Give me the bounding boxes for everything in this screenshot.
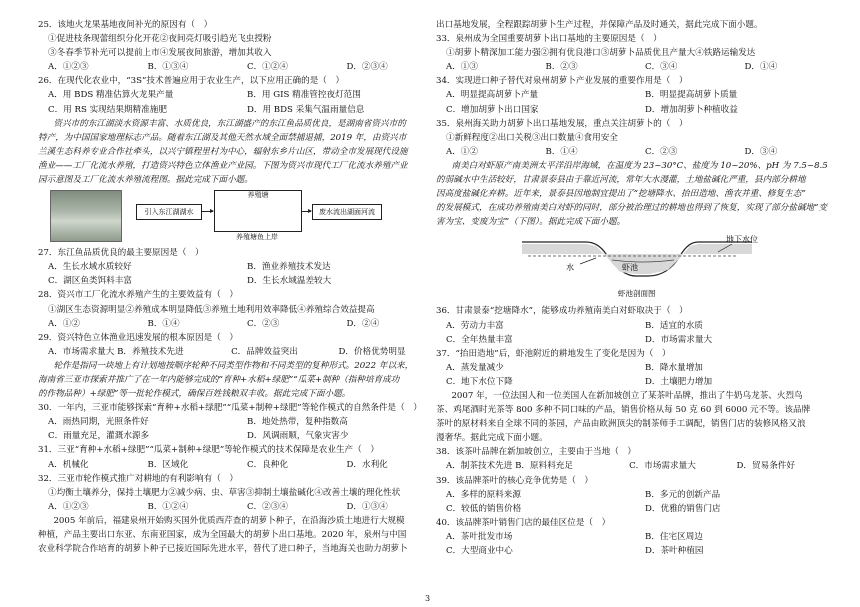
q31-option-c[interactable]: C．良种化 [247,459,288,470]
q37-option-d[interactable]: D．土壤肥力增加 [645,376,713,387]
label-water-table: 地下水位 [726,235,758,245]
q26-option-a[interactable]: A．用 BDS 精准估算火龙果产量 [48,90,174,101]
q28-stem: 28．资兴市工厂化流水养殖产生的主要效益有（ ） [38,290,238,301]
passage-sanya-2: 海南省三亚市探索并推广了在一年内能够完成的“育种+水稻+绿肥”“瓜菜+制种（指种培育成功 [38,374,400,385]
q25-option-a[interactable]: A．①②③ [48,62,89,73]
q28-options [38,317,436,331]
q37-options-row2 [436,375,834,389]
q25-option-b[interactable]: B．①③④ [147,62,189,73]
q31-option-b[interactable]: B．区域化 [147,459,189,470]
q28-option-d[interactable]: D．②④ [346,318,380,329]
q35-option-c[interactable]: C．②③ [645,146,678,157]
q39-option-c[interactable]: C．较低的销售价格 [446,503,522,514]
q39-option-a[interactable]: A．多样的原料来源 [446,489,521,500]
q27-options-row1 [38,260,436,274]
passage-carrot-4: 出口基地发展，全程跟踪胡萝卜生产过程，并保障产品及时通关，据此完成下面小题。 [436,20,763,30]
q30-option-c[interactable]: C．雨量充足，灌溉水源多 [48,431,150,442]
q27-option-b[interactable]: B．渔业养殖技术发达 [247,262,331,273]
passage-carrot-2: 种植，产品主要出口东亚、东南亚国家，成为全国最大的胡萝卜出口基地。2020 年，泉州与中国 [38,530,407,540]
q32-stem: 32．三亚市轮作模式推广对耕地的有利影响有（ ） [38,473,238,484]
left-column [38,18,436,556]
q38-option-ab[interactable]: A．制茶技术先进 B．原料料充足 [446,461,573,472]
q26-option-b[interactable]: B．用 GIS 精准管控夜灯范围 [247,90,361,101]
q34-options-row1 [436,88,834,102]
shrimp-pond-diagram [436,230,834,302]
figure-caption: 虾池剖面图 [618,289,656,299]
q36-stem: 36．甘肃景泰“挖塘降水”，能够成功养殖南美白对虾取决于（ ） [436,306,688,317]
q38-option-c[interactable]: C．市场需求量大 [629,461,696,472]
q25-options [38,60,436,74]
q25-option-d[interactable]: D．②③④ [346,62,388,73]
passage-sanya-1: 轮作是指同一块地上有计划地按顺序轮种不同类型作物和不同类型的复种形式。2022 年以来， [53,360,414,371]
passage-shrimp-2: 的弱碱水中生活较好，甘肃景泰县由于靠近河流，常年大水漫灌，土地盐碱化严重，县内部分耕地 [436,175,806,186]
q38-option-d[interactable]: D．贸易条件好 [736,461,795,472]
q28-line: ①湖区生态资源明显②养殖成本明显降低③养殖土地利用效率降低④养殖综合效益提高 [48,304,375,315]
passage-shrimp-3: 因高度盐碱化弃耕。近年来，景泰县因地制宜提出了“挖塘降水、抬田造地、渔农并重、修复生态” [436,189,806,200]
passage-dongjiang-4: 渔业——工厂化流水养殖，打造资兴特色立体渔业产业园。下图为资兴市现代工厂化流水养殖产业 [38,160,408,171]
flow-arrow-1 [201,211,213,212]
q33-option-b[interactable]: B．②③ [545,62,578,73]
q40-option-d[interactable]: D．茶叶种植园 [645,546,704,556]
q31-options [38,458,436,472]
flow-box-intake: 引入东江湖湖水 [136,204,202,220]
passage-tea-4: 漫奢华。据此完成下面小题。 [436,433,548,444]
label-pond: 虾池 [622,263,638,273]
q35-options [436,145,834,159]
q27-option-d[interactable]: D．生长水域温差较大 [247,276,332,287]
q30-option-d[interactable]: D．风调雨顺，气象灾害少 [247,431,349,442]
q27-option-a[interactable]: A．生长水域水质较好 [48,262,132,273]
q26-stem: 26．在现代化农业中，“3S”技术普遍应用于农业生产，以下应用正确的是（ ） [38,76,345,87]
q34-option-d[interactable]: D．增加胡萝卜种植收益 [645,104,738,115]
q32-option-a[interactable]: A．①②③ [48,501,89,512]
q39-option-b[interactable]: B．多元的创新产品 [645,489,721,500]
q27-stem: 27．东江鱼品质优良的最主要原因是（ ） [38,248,204,259]
q36-options-row1 [436,319,834,333]
passage-carrot-1: 2005 年前后，福建泉州开始购买国外优质西芹查的胡萝卜种子，在沿海沙质土地进行大规模 [53,515,405,526]
flow-box-outflow: 废水流出湖面河流 [312,204,382,220]
page-number: 3 [425,594,431,603]
q29-option-ab[interactable]: A．市场需求量大 B．养殖技术先进 [48,346,184,357]
q40-option-c[interactable]: C．大型商业中心 [446,546,513,556]
label-water: 水 [566,263,574,273]
q31-stem: 31．三亚“育种+水稻+绿肥”“瓜菜+制种+绿肥”等轮作模式的技术保障是农业生产（ ） [38,445,379,456]
q39-stem: 39．该品牌茶叶的核心竞争优势是（ ） [436,475,594,486]
shrimp-pond-figure [436,230,834,302]
q39-options-row2 [436,502,834,516]
q30-option-a[interactable]: A．雨热同期，光照条件好 [48,417,149,428]
q38-options [436,459,834,473]
q28-option-c[interactable]: C．②③ [247,318,280,329]
q26-option-c[interactable]: C．用 RS 实现结果期精准施肥 [48,104,167,115]
q33-option-a[interactable]: A．①③ [446,62,478,73]
passage-tea-3: 茶叶的原材料来自全球不同的茶园，产品由欧洲顶尖的制茶师手工调配，销售门店的装修风格又浪 [436,419,806,430]
q39-options-row1 [436,488,834,502]
q37-option-c[interactable]: C．地下水位下降 [446,376,513,387]
q33-options [436,60,834,74]
q32-option-c[interactable]: C．②③④ [247,501,288,512]
q36-option-b[interactable]: B．适宜的水质 [645,320,703,331]
q32-option-d[interactable]: D．①③④ [346,501,388,512]
flow-box-pond: 养殖塘 [214,190,302,232]
q40-stem: 40．该品牌茶叶销售门店的最佳区位是（ ） [436,517,611,528]
q29-option-c[interactable]: C．品牌效益突出 [231,346,298,357]
q25-option-c[interactable]: C．①②④ [247,62,288,73]
q33-option-d[interactable]: D．①④ [744,62,778,73]
q36-options-row2 [436,333,834,347]
q36-option-d[interactable]: D．市场需求量大 [645,334,713,345]
passage-dongjiang-1: 资兴市的东江湖淡水资源丰富、水质优良，东江湖盛产的东江鱼品质优良，是湖南省资兴市的 [53,118,406,129]
q33-option-c[interactable]: C．③④ [645,62,678,73]
q28-option-a[interactable]: A．①② [48,318,80,329]
q33-line: ①胡萝卜精深加工能力强②拥有优良港口③胡萝卜品质优且产量大④铁路运输发达 [446,48,756,59]
q40-options-row1 [436,530,834,544]
passage-tea-1: 2007 年，一位法国人和一位美国人在新加坡创立了某茶叶品牌，推出了牛奶乌龙茶、火烈鸟 [451,390,803,401]
q30-option-b[interactable]: B．地处热带，复种指数高 [247,417,348,428]
q26-option-d[interactable]: D．用 BDS 采集气温雨量信息 [247,104,365,115]
q30-options-row2 [38,429,436,443]
q32-line: ①均衡土壤养分，保持土壤肥力②减少病、虫、草害③抑制土壤盐碱化④改善土壤的理化性状 [48,487,401,498]
passage-shrimp-1: 南美白对虾原产南美洲太平洋沿岸海域，在温度为 23~30°C、盐度为 10~20%、pH 为 7.5~8.5 [451,160,828,171]
q37-stem: 37．“抬田造地”后，虾池附近的耕地发生了变化是因为（ ） [436,348,671,359]
passage-sanya-3: 的作物品种）+绿肥”等一批轮作模式，确保百姓钱粮双丰收。据此完成下面小题。 [38,389,351,400]
passage-carrot-3: 农业科学院合作培育的胡萝卜种子已接近国际先进水平，替代了进口种子，当地海关也助力胡萝卜 [38,544,408,555]
aquaculture-figure [38,188,436,244]
q32-option-b[interactable]: B．①②④ [147,501,189,512]
q35-option-a[interactable]: A．①② [446,146,478,157]
q30-stem: 30．一年内，三亚市能够探索“育种+水稻+绿肥”“瓜菜+制种+绿肥”等轮作模式的自然条件是（ ） [38,403,422,414]
q37-options-row1 [436,361,834,375]
industrial-park-photo [50,190,122,242]
q27-option-c[interactable]: C．湖区鱼类饵料丰富 [48,276,132,287]
q34-option-a[interactable]: A．明显提高胡萝卜产量 [446,90,539,101]
passage-dongjiang-5: 园示意图及工厂化流水养殖流程图。据此完成下面小题。 [38,175,253,186]
passage-tea-2: 茶、鸡尾酒时光茶等 800 多种不同口味的产品，销售价格从每 50 克 60 到 6000 元不等。该品牌 [436,405,811,416]
q29-stem: 29．资兴特色立体渔业迅速发展的根本原因是（ ） [38,332,238,343]
q34-option-c[interactable]: C．增加胡萝卜出口国家 [446,104,539,115]
flow-arrow-2 [301,211,311,212]
water-leader-line [580,258,596,264]
q35-stem: 35．泉州海关助力胡萝卜出口基地发展，重点关注胡萝卜的（ ） [436,118,688,129]
q31-option-a[interactable]: A．机械化 [48,459,89,470]
q40-option-b[interactable]: B．住宅区周边 [645,531,703,542]
q36-option-c[interactable]: C．全年热量丰富 [446,334,513,345]
passage-dongjiang-2: 特产，为中国国家地理标志产品。随着东江湖及其他天然水域全面禁捕退捕，2019 年，由资兴市 [38,132,407,143]
q40-options-row2 [436,544,834,558]
q26-options-row1 [38,88,436,102]
q38-stem: 38．该茶叶品牌在新加坡创立，主要由于当地（ ） [436,447,636,458]
q35-line: ①新鲜程度②出口关税③出口数量④食用安全 [446,132,618,143]
q29-option-d[interactable]: D．价格优势明显 [338,346,406,357]
q25-line1: ①促进枝条现蕾组织分化开花②夜间亮灯吸引趋光飞虫授粉 [48,34,272,45]
q32-options [38,500,436,514]
q34-option-b[interactable]: B．明显提高胡萝卜质量 [645,90,738,101]
right-column [436,18,834,558]
q33-stem: 33．泉州成为全国重要胡萝卜出口基地的主要原因是（ ） [436,34,662,45]
q30-options-row1 [38,415,436,429]
q27-options-row2 [38,274,436,288]
q26-options-row2 [38,103,436,117]
q25-line2: ③冬春季节补光可以提前上市④发展夜间旅游，增加其收入 [48,48,272,59]
q40-option-a[interactable]: A．茶叶批发市场 [446,531,513,542]
q37-option-a[interactable]: A．蒸发量减少 [446,362,504,373]
q31-option-d[interactable]: D．水利化 [346,459,388,470]
q35-option-d[interactable]: D．③④ [744,146,778,157]
q34-options-row2 [436,103,834,117]
passage-shrimp-4: 的发展模式，在成功养殖南美白对虾的同时，部分被治理过的耕地也得到了恢复，实现了部分盐碱地“变 [436,203,828,214]
passage-shrimp-5: 害为宝、变废为宝”（下图）。据此完成下面小题。 [436,217,626,228]
passage-dongjiang-3: 兰溪生态科养专业合作社牵头，以兴宁镇程里村为中心，辐射东乡片山区，带动全市发展现代设施 [38,146,408,157]
q35-option-b[interactable]: B．①④ [545,146,578,157]
q39-option-d[interactable]: D．优雅的销售门店 [645,503,721,514]
q25-stem: 25．该地火龙果基地夜间补光的原因有（ ） [38,20,213,30]
flow-box-harvest: 养殖塘鱼上岸 [224,232,290,243]
q28-option-b[interactable]: B．①④ [147,318,180,329]
q29-options [38,345,436,359]
q36-option-a[interactable]: A．劳动力丰富 [446,320,504,331]
q34-stem: 34．实现进口种子替代对泉州胡萝卜产业发展的重要作用是（ ） [436,76,688,87]
q37-option-b[interactable]: B．降水量增加 [645,362,703,373]
